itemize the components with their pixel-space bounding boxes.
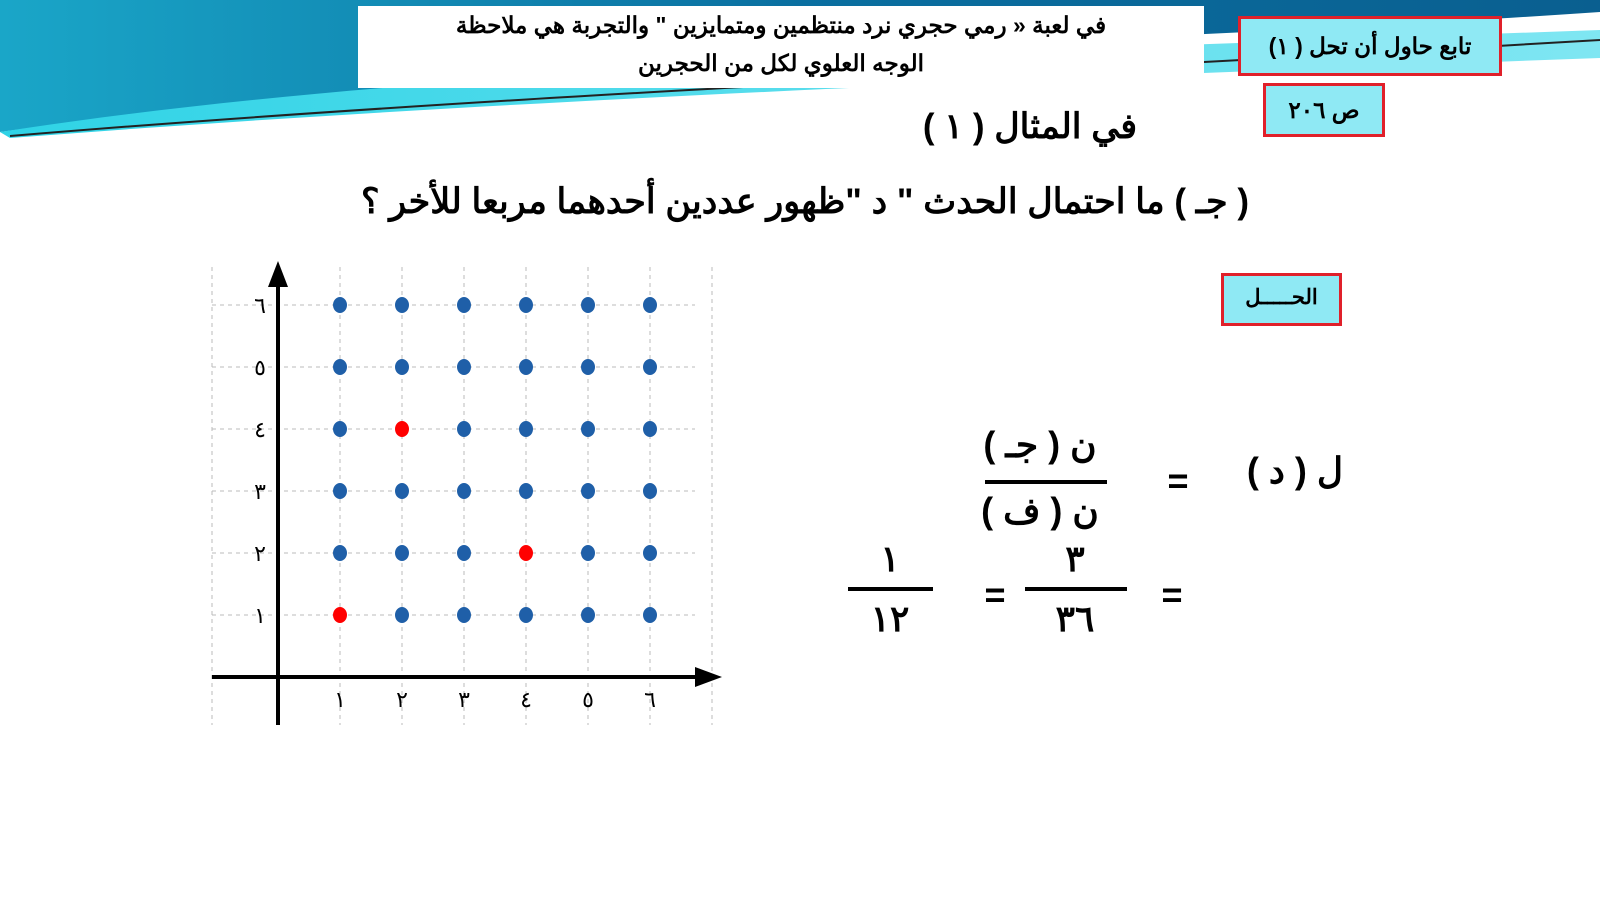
x-tick-label: ٤ <box>520 687 532 712</box>
data-point <box>581 297 595 313</box>
data-point <box>457 607 471 623</box>
data-point <box>643 297 657 313</box>
highlighted-point <box>519 545 533 561</box>
result-denominator: ١٢ <box>870 598 910 639</box>
data-point <box>333 545 347 561</box>
fraction-bar-2 <box>1025 587 1127 591</box>
result-numerator: ١ <box>880 538 900 579</box>
sample-space-grid-chart <box>200 255 740 735</box>
data-point <box>395 359 409 375</box>
x-axis-arrow-icon <box>695 667 722 687</box>
x-tick-label: ٥ <box>582 687 594 712</box>
y-axis-arrow-icon <box>268 261 288 287</box>
formula-equals-3: = <box>984 574 1006 615</box>
x-tick-label: ٢ <box>396 687 408 712</box>
formula-numerator: ن ( جـ ) <box>983 424 1097 465</box>
data-point <box>643 359 657 375</box>
example-heading: في المثال ( ١ ) <box>922 107 1138 146</box>
y-tick-label: ٢ <box>254 541 266 566</box>
data-point <box>395 483 409 499</box>
data-point <box>333 297 347 313</box>
data-point <box>519 421 533 437</box>
y-tick-label: ٤ <box>254 417 266 442</box>
data-point <box>457 297 471 313</box>
highlighted-point <box>395 421 409 437</box>
data-point <box>519 359 533 375</box>
solution-label: الحـــــل <box>1221 273 1342 326</box>
data-point <box>457 483 471 499</box>
formula-equals-1: = <box>1167 460 1189 501</box>
data-point <box>519 483 533 499</box>
data-point <box>333 483 347 499</box>
data-point <box>643 483 657 499</box>
data-point <box>395 545 409 561</box>
x-tick-label: ١ <box>334 687 346 712</box>
problem-statement-line-1: في لعبة « رمي حجري نرد منتظمين ومتمايزين " والتجربة هي ملاحظة <box>455 12 1107 38</box>
data-point <box>333 421 347 437</box>
question-text: ( جـ ) ما احتمال الحدث " د "ظهور عددين أحدهما مربعا للأخر ؟ <box>360 182 1250 221</box>
data-point <box>333 359 347 375</box>
step-denominator: ٣٦ <box>1055 598 1095 639</box>
problem-statement-line-2: الوجه العلوي لكل من الحجرين <box>637 50 925 76</box>
data-point <box>395 297 409 313</box>
continue-try-solve-label: تابع حاول أن تحل ( ١) <box>1238 16 1502 76</box>
y-tick-label: ٥ <box>254 355 266 380</box>
formula-equals-2: = <box>1161 574 1183 615</box>
data-point <box>581 607 595 623</box>
fraction-bar-1 <box>985 480 1107 484</box>
data-point <box>643 421 657 437</box>
y-tick-label: ٦ <box>254 293 266 318</box>
problem-statement <box>358 6 1204 88</box>
data-point <box>643 545 657 561</box>
step-numerator: ٣ <box>1065 538 1085 579</box>
y-tick-label: ١ <box>254 603 266 628</box>
page-number-label: ص ٢٠٦ <box>1263 83 1385 137</box>
data-point <box>581 359 595 375</box>
y-tick-label: ٣ <box>254 479 266 504</box>
highlighted-point <box>333 607 347 623</box>
data-point <box>457 359 471 375</box>
data-point <box>643 607 657 623</box>
formula-denominator: ن ( ف ) <box>981 490 1099 531</box>
formula-lhs: ل ( د ) <box>1246 450 1344 491</box>
x-tick-label: ٣ <box>458 687 470 712</box>
fraction-bar-3 <box>848 587 933 591</box>
x-tick-label: ٦ <box>644 687 656 712</box>
data-point <box>395 607 409 623</box>
data-point <box>581 545 595 561</box>
data-point <box>519 297 533 313</box>
data-point <box>457 421 471 437</box>
data-point <box>457 545 471 561</box>
data-point <box>581 483 595 499</box>
data-point <box>519 607 533 623</box>
data-point <box>581 421 595 437</box>
